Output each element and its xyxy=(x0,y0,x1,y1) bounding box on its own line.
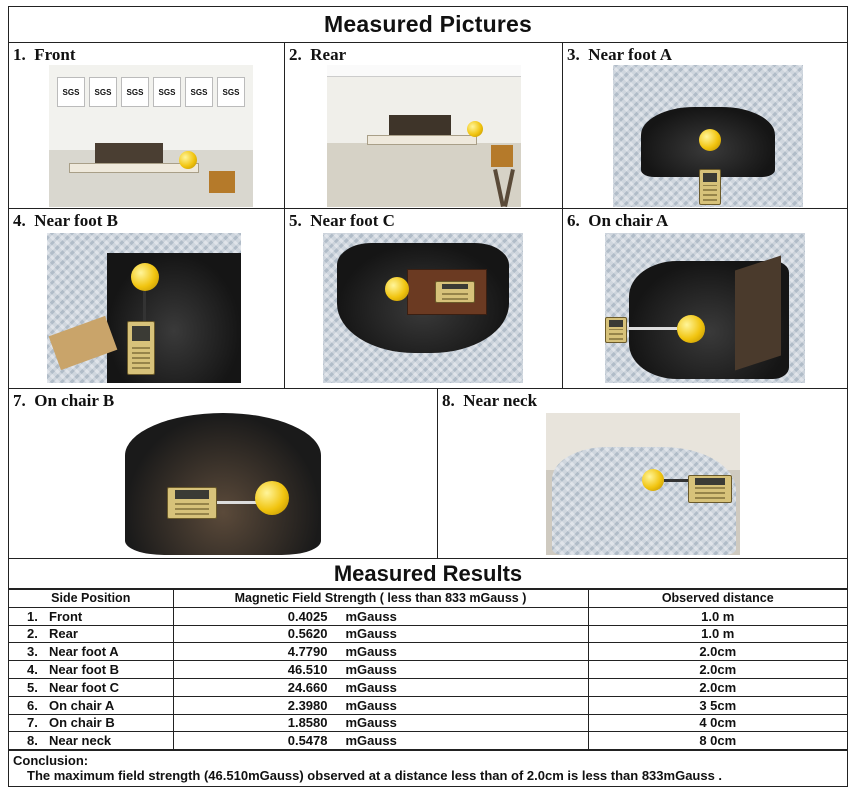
pictures-title: Measured Pictures xyxy=(9,7,847,43)
probe-ball-icon xyxy=(677,315,705,343)
probe-ball-icon xyxy=(179,151,197,169)
gaussmeter-icon xyxy=(435,281,475,303)
cell-field-strength: 2.3980 mGauss xyxy=(173,696,588,714)
picture-label-near-foot-c: 5. Near foot C xyxy=(289,211,395,230)
photo-rear xyxy=(327,65,521,207)
table-header-row xyxy=(9,590,847,608)
chair-back xyxy=(735,256,781,371)
cell-field-strength: 46.510 mGauss xyxy=(173,661,588,679)
cell-distance: 2.0cm xyxy=(588,661,847,679)
picture-cell-on-chair-a xyxy=(563,209,846,388)
probe-stem xyxy=(143,291,146,321)
cell-position: 2. Rear xyxy=(9,625,173,643)
picture-row-1 xyxy=(9,43,847,209)
photo-on-chair-a xyxy=(605,233,805,383)
picture-label-rear: 2. Rear xyxy=(289,45,347,64)
results-table xyxy=(9,589,847,750)
probe-ball-icon xyxy=(385,277,409,301)
picture-cell-near-foot-c xyxy=(285,209,563,388)
sgs-sign: SGS xyxy=(57,77,85,107)
picture-cell-rear xyxy=(285,43,563,208)
probe-ball-icon xyxy=(642,469,664,491)
gaussmeter-icon xyxy=(127,321,155,375)
col-observed-distance: Observed distance xyxy=(588,590,847,608)
picture-label-on-chair-b: 7. On chair B xyxy=(13,391,115,410)
picture-label-on-chair-a: 6. On chair A xyxy=(567,211,669,230)
cell-position: 8. Near neck xyxy=(9,732,173,750)
chair xyxy=(209,171,235,193)
probe-ball-icon xyxy=(467,121,483,137)
gaussmeter-icon xyxy=(699,169,721,205)
picture-cell-near-foot-b xyxy=(9,209,285,388)
sgs-sign-strip xyxy=(327,65,521,77)
cell-field-strength: 0.4025 mGauss xyxy=(173,607,588,625)
conclusion-text: The maximum field strength (46.510mGauss) observed at a distance less than of 2.0cm is less than 833mGauss . xyxy=(27,768,723,784)
cell-position: 6. On chair A xyxy=(9,696,173,714)
table-row xyxy=(9,643,847,661)
picture-cell-on-chair-b xyxy=(9,389,438,558)
col-field-strength: Magnetic Field Strength ( less than 833 mGauss ) xyxy=(173,590,588,608)
cell-distance: 2.0cm xyxy=(588,678,847,696)
cell-distance: 3 5cm xyxy=(588,696,847,714)
photo-near-foot-c xyxy=(323,233,523,383)
table-top xyxy=(367,135,477,145)
picture-label-near-foot-a: 3. Near foot A xyxy=(567,45,672,64)
cell-position: 5. Near foot C xyxy=(9,678,173,696)
cell-distance: 2.0cm xyxy=(588,643,847,661)
gaussmeter-icon xyxy=(167,487,217,519)
cell-field-strength: 0.5620 mGauss xyxy=(173,625,588,643)
table-row xyxy=(9,661,847,679)
picture-row-3 xyxy=(9,389,847,559)
table-row xyxy=(9,696,847,714)
probe-stem xyxy=(217,501,257,504)
cell-distance: 1.0 m xyxy=(588,607,847,625)
results-body xyxy=(9,607,847,749)
cell-field-strength: 4.7790 mGauss xyxy=(173,643,588,661)
photo-front xyxy=(49,65,253,207)
photo-near-foot-a xyxy=(613,65,803,207)
picture-cell-front xyxy=(9,43,285,208)
photo-near-neck xyxy=(546,413,740,555)
massage-device xyxy=(95,143,163,163)
sgs-sign: SGS xyxy=(153,77,181,107)
probe-ball-icon xyxy=(255,481,289,515)
picture-cell-near-neck xyxy=(438,389,846,558)
table-row xyxy=(9,607,847,625)
col-side-position: Side Position xyxy=(9,590,173,608)
massage-device xyxy=(389,115,451,135)
photo-near-foot-b xyxy=(47,233,241,383)
probe-ball-icon xyxy=(699,129,721,151)
table-row xyxy=(9,678,847,696)
cell-field-strength: 24.660 mGauss xyxy=(173,678,588,696)
results-title: Measured Results xyxy=(9,559,847,589)
table-row xyxy=(9,714,847,732)
sgs-sign: SGS xyxy=(121,77,149,107)
probe-stem xyxy=(664,479,690,482)
cell-distance: 4 0cm xyxy=(588,714,847,732)
cell-field-strength: 0.5478 mGauss xyxy=(173,732,588,750)
cell-distance: 1.0 m xyxy=(588,625,847,643)
probe-ball-icon xyxy=(131,263,159,291)
sgs-sign: SGS xyxy=(217,77,245,107)
picture-label-front: 1. Front xyxy=(13,45,76,64)
picture-cell-near-foot-a xyxy=(563,43,846,208)
tripod-leg xyxy=(503,169,515,207)
cell-field-strength: 1.8580 mGauss xyxy=(173,714,588,732)
conclusion xyxy=(9,750,847,786)
table-row xyxy=(9,625,847,643)
picture-label-near-foot-b: 4. Near foot B xyxy=(13,211,118,230)
photo-on-chair-b xyxy=(125,413,321,555)
gaussmeter-icon xyxy=(688,475,732,503)
sgs-sign: SGS xyxy=(89,77,117,107)
cell-position: 3. Near foot A xyxy=(9,643,173,661)
probe-stem xyxy=(627,327,677,330)
table-row xyxy=(9,732,847,750)
sgs-sign: SGS xyxy=(185,77,213,107)
sgs-sign-strip xyxy=(57,77,245,107)
cell-position: 7. On chair B xyxy=(9,714,173,732)
report-sheet xyxy=(8,6,848,787)
conclusion-label: Conclusion: xyxy=(13,753,89,769)
chair xyxy=(491,145,513,167)
cell-position: 4. Near foot B xyxy=(9,661,173,679)
cover-interior xyxy=(125,413,321,555)
gaussmeter-icon xyxy=(605,317,627,343)
picture-row-2 xyxy=(9,209,847,389)
cell-distance: 8 0cm xyxy=(588,732,847,750)
cell-position: 1. Front xyxy=(9,607,173,625)
picture-label-near-neck: 8. Near neck xyxy=(442,391,538,410)
